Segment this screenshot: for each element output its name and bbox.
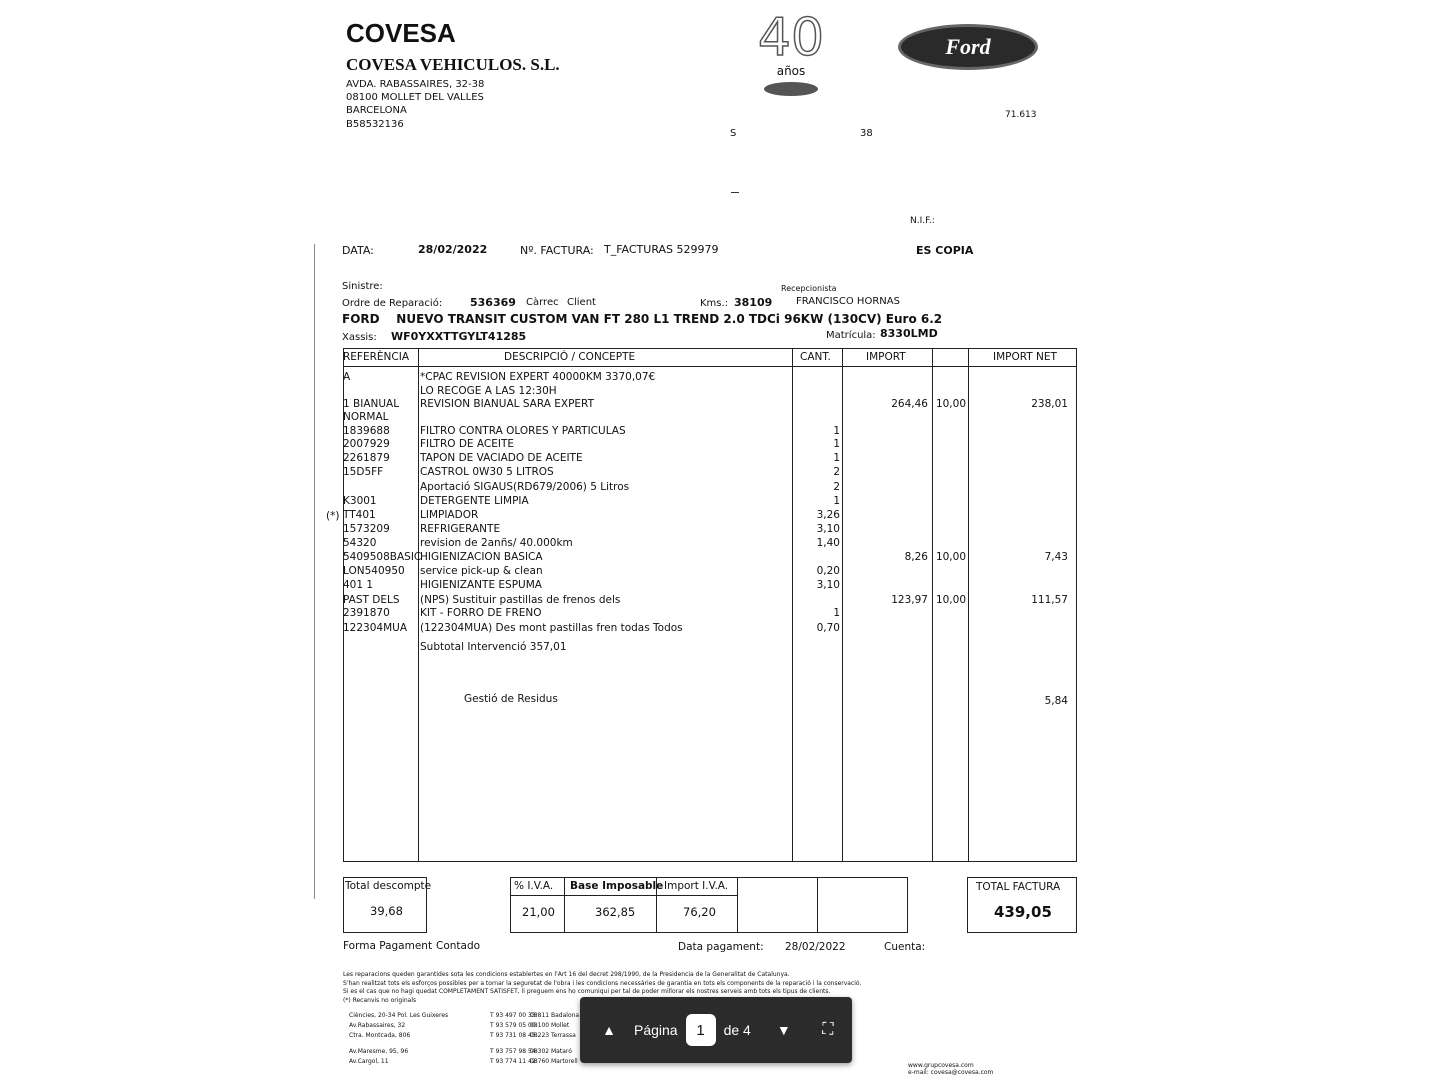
row-reference: LON540950 [343, 565, 405, 577]
row-reference: 2261879 [343, 452, 390, 464]
header-quantity: CANT. [800, 351, 831, 363]
phone-5: T 93 774 11 42 [490, 1058, 536, 1065]
row-reference: 401 1 [343, 579, 374, 591]
header-38: 38 [860, 128, 873, 139]
header-description: DESCRIPCIÓ / CONCEPTE [504, 351, 636, 363]
phone-4: T 93 757 98 54 [490, 1048, 536, 1055]
total-value: 439,05 [994, 903, 1052, 921]
row-quantity: 2 [833, 481, 840, 493]
table-header-divider [343, 366, 1076, 367]
charge-label: Càrrec [526, 297, 559, 308]
header-ref: REFERÈNCIA [343, 351, 409, 363]
next-page-icon[interactable]: ▼ [776, 1022, 791, 1038]
address-1: Ciències, 20-34 Pol. Les Guixeres [349, 1012, 449, 1019]
row-quantity: 1,40 [816, 537, 840, 549]
anniversary-logo [752, 8, 830, 104]
row-discount: 10,00 [935, 594, 966, 606]
header-s: S [730, 128, 737, 139]
discount-value: 39,68 [370, 904, 403, 918]
row-description: Aportació SIGAUS(RD679/2006) 5 Litros [420, 481, 630, 493]
row-discount: 10,00 [935, 398, 966, 410]
row-description: FILTRO DE ACEITE [420, 438, 515, 450]
tax-col-divider-1 [564, 877, 565, 932]
header-import: IMPORT [866, 351, 906, 363]
legal-line-4: (*) Recanvis no originals [343, 996, 417, 1004]
row-import: 123,97 [891, 594, 928, 606]
page-number-input[interactable]: 1 [686, 1014, 716, 1046]
kms-value: 38109 [734, 296, 773, 309]
page-label: Página [634, 1022, 678, 1038]
address-3: Ctra. Montcada, 806 [349, 1032, 411, 1039]
page-total: de 4 [723, 1022, 751, 1038]
postcode-4: 08302 Mataró [530, 1048, 572, 1055]
vehicle-description: FORD NUEVO TRANSIT CUSTOM VAN FT 280 L1 TREND 2.0 TDCi 96KW (130CV) Euro 6.2 [342, 312, 943, 326]
iva-amount: 76,20 [683, 905, 716, 919]
row-description: service pick-up & clean [420, 565, 543, 577]
company-name: COVESA VEHICULOS. S.L. [346, 55, 560, 74]
row-reference: 5409508BASIC [343, 551, 422, 563]
row-reference: TT401 [343, 509, 376, 521]
company-brand: COVESA [346, 18, 456, 48]
row-reference: 54320 [343, 537, 377, 549]
invoice-number: T_FACTURAS 529979 [604, 243, 719, 256]
row-quantity: 1 [833, 495, 840, 507]
row-description: DETERGENTE LIMPIA [420, 495, 529, 507]
fullscreen-icon[interactable]: ⛶ [822, 1021, 834, 1038]
row-description: HIGIENIZANTE ESPUMA [420, 579, 542, 591]
left-margin-line [314, 244, 315, 899]
tax-base-label: Base Imposable [570, 880, 664, 892]
row-import-net: 238,01 [1031, 398, 1068, 410]
row-reference: 1573209 [343, 523, 390, 535]
row-description: LIMPIADOR [420, 509, 479, 521]
row-description: TAPON DE VACIADO DE ACEITE [420, 452, 583, 464]
email: e-mail: covesa@covesa.com [908, 1069, 994, 1076]
row-description: *CPAC REVISION EXPERT 40000KM 3370,07€ [420, 371, 656, 383]
iva-percent-label: % I.V.A. [514, 880, 554, 892]
row-quantity: 0,70 [816, 622, 840, 634]
repair-order: 536369 [470, 296, 516, 309]
phone-2: T 93 579 05 00 [490, 1022, 536, 1029]
company-address-2: 08100 MOLLET DEL VALLES [346, 92, 484, 103]
total-label: TOTAL FACTURA [976, 881, 1061, 893]
row-description: revision de 2anñs/ 40.000km [420, 537, 573, 549]
header-dash [731, 192, 739, 193]
subtotal-intervention: Subtotal Intervenció 357,01 [420, 641, 567, 653]
phone-1: T 93 497 00 33 [490, 1012, 536, 1019]
ford-logo-text: Ford [945, 34, 991, 59]
row-quantity: 1 [833, 438, 840, 450]
row-quantity: 1 [833, 607, 840, 619]
footer-web [908, 1062, 993, 1076]
postcode-2: 08100 Mollet [530, 1022, 570, 1029]
plate-label: Matrícula: [826, 330, 876, 341]
company-city: BARCELONA [346, 105, 407, 116]
copy-label: ES COPIA [916, 244, 974, 257]
legal-line-2: S'han realitzat tots els esforços possibles per a tornar la seguretat de l'obra i les condicions necessàries de garantia en tots els components de la reparació i la conservació. [343, 979, 862, 987]
row-description: REFRIGERANTE [420, 523, 501, 535]
row-discount: 10,00 [935, 551, 966, 563]
receptionist-name: FRANCISCO HORNAS [796, 296, 900, 307]
header-code: 71.613 [1005, 110, 1037, 120]
tax-col-divider-3 [737, 877, 738, 932]
waste-management-label: Gestió de Residus [464, 693, 558, 705]
row-quantity: 1 [833, 425, 840, 437]
row-description: REVISION BIANUAL SARA EXPERT [420, 398, 594, 410]
footer-postcodes [530, 1011, 579, 1067]
row-import: 8,26 [904, 551, 928, 563]
row-reference: K3001 [343, 495, 377, 507]
iva-amount-label: Import I.V.A. [664, 880, 729, 892]
iva-percent: 21,00 [522, 905, 555, 919]
legal-line-1: Les reparacions queden garantides sota les condicions establertes en l'Art 16 del decret 298/1990, de la Presidencia de la Generalitat de Catalunya. [343, 971, 790, 978]
non-original-marker: (*) [326, 510, 340, 522]
company-address-1: AVDA. RABASSAIRES, 32-38 [346, 79, 485, 90]
payment-date-label: Data pagament: [678, 941, 764, 953]
row-quantity: 3,10 [816, 579, 840, 591]
charge-value: Client [567, 297, 596, 308]
chassis-label: Xassis: [342, 332, 377, 343]
header-import-net: IMPORT NET [993, 351, 1057, 363]
row-quantity: 3,10 [816, 523, 840, 535]
address-5: Av.Cargol, 11 [349, 1058, 389, 1065]
plate-value: 8330LMD [880, 327, 938, 340]
mini-ford-oval-icon [764, 82, 818, 96]
chassis-value: WF0YXXTTGYLT41285 [391, 330, 527, 343]
payment-method: Contado [436, 940, 481, 952]
anniversary-text: años [776, 64, 806, 78]
postcode-3: 08223 Terrassa [530, 1032, 576, 1039]
waste-management-value: 5,84 [1044, 695, 1068, 707]
date-label: DATA: [342, 244, 374, 257]
col-divider-import [932, 348, 933, 861]
col-divider-dto [968, 348, 969, 861]
tax-base: 362,85 [595, 905, 636, 919]
row-reference: A [343, 371, 351, 383]
row-description: FILTRO CONTRA OLORES Y PARTICULAS [420, 425, 626, 437]
sinistre-label: Sinistre: [342, 281, 383, 292]
kms-label: Kms.: [700, 298, 729, 309]
nif-label: N.I.F.: [910, 216, 935, 226]
company-nif: B58532136 [346, 119, 404, 130]
row-quantity: 0,20 [816, 565, 840, 577]
discount-label: Total descompte [345, 880, 432, 892]
account-label: Cuenta: [884, 941, 926, 953]
postcode-1: 08811 Badalona [530, 1012, 580, 1019]
row-reference: 1839688 [343, 425, 390, 437]
invoice-date: 28/02/2022 [418, 243, 488, 256]
repair-order-label: Ordre de Reparació: [342, 298, 443, 309]
ford-logo [898, 24, 1038, 70]
row-reference: 122304MUA [343, 622, 408, 634]
tax-header-divider [510, 895, 738, 896]
col-divider-cant [842, 348, 843, 861]
previous-page-icon[interactable]: ▲ [602, 1022, 616, 1038]
row-reference: 2007929 [343, 438, 390, 450]
payment-date: 28/02/2022 [785, 941, 846, 953]
postcode-5: 08760 Martorell [530, 1058, 578, 1065]
row-quantity: 3,26 [816, 509, 840, 521]
website: www.grupcovesa.com [908, 1062, 974, 1069]
receptionist-label: Recepcionista [781, 284, 837, 293]
invoice-number-label: Nº. FACTURA: [520, 244, 594, 257]
col-divider-ref [418, 348, 419, 861]
row-description: HIGIENIZACION BASICA [420, 551, 543, 563]
row-reference: 15D5FF [343, 466, 384, 478]
row-import-net: 111,57 [1031, 594, 1068, 606]
pdf-viewer-toolbar [580, 997, 852, 1063]
phone-3: T 93 731 08 45 [490, 1032, 536, 1039]
row-description: LO RECOGE A LAS 12:30H [420, 385, 557, 397]
row-reference: PAST DELS [343, 594, 400, 606]
row-description: CASTROL 0W30 5 LITROS [420, 466, 554, 478]
row-reference: 2391870 [343, 607, 390, 619]
legal-line-3: Si es el cas que no hagi quedat COMPLETAMENT SATISFET, li preguem ens ho comuniqui per tal de poder millorar els nostres serveis amb tots els tipus de clients. [343, 988, 831, 995]
payment-method-label: Forma Pagament [343, 940, 433, 952]
row-description: (122304MUA) Des mont pastillas fren todas Todos [420, 622, 683, 634]
row-import: 264,46 [891, 398, 928, 410]
footer-phones [490, 1011, 536, 1067]
row-description: (NPS) Sustituir pastillas de frenos dels [420, 594, 621, 606]
tax-col-divider-4 [817, 877, 818, 932]
row-reference: 1 BIANUAL [343, 398, 400, 410]
row-quantity: 2 [833, 466, 840, 478]
row-description: KIT - FORRO DE FRENO [420, 607, 542, 619]
address-4: Av.Maresme, 95, 96 [349, 1048, 409, 1055]
row-import-net: 7,43 [1044, 551, 1068, 563]
row-reference: NORMAL [343, 411, 389, 423]
anniversary-number: 40 [757, 8, 825, 68]
address-2: Av.Rabassaires, 32 [349, 1022, 406, 1029]
footer-addresses [349, 1011, 448, 1067]
row-quantity: 1 [833, 452, 840, 464]
